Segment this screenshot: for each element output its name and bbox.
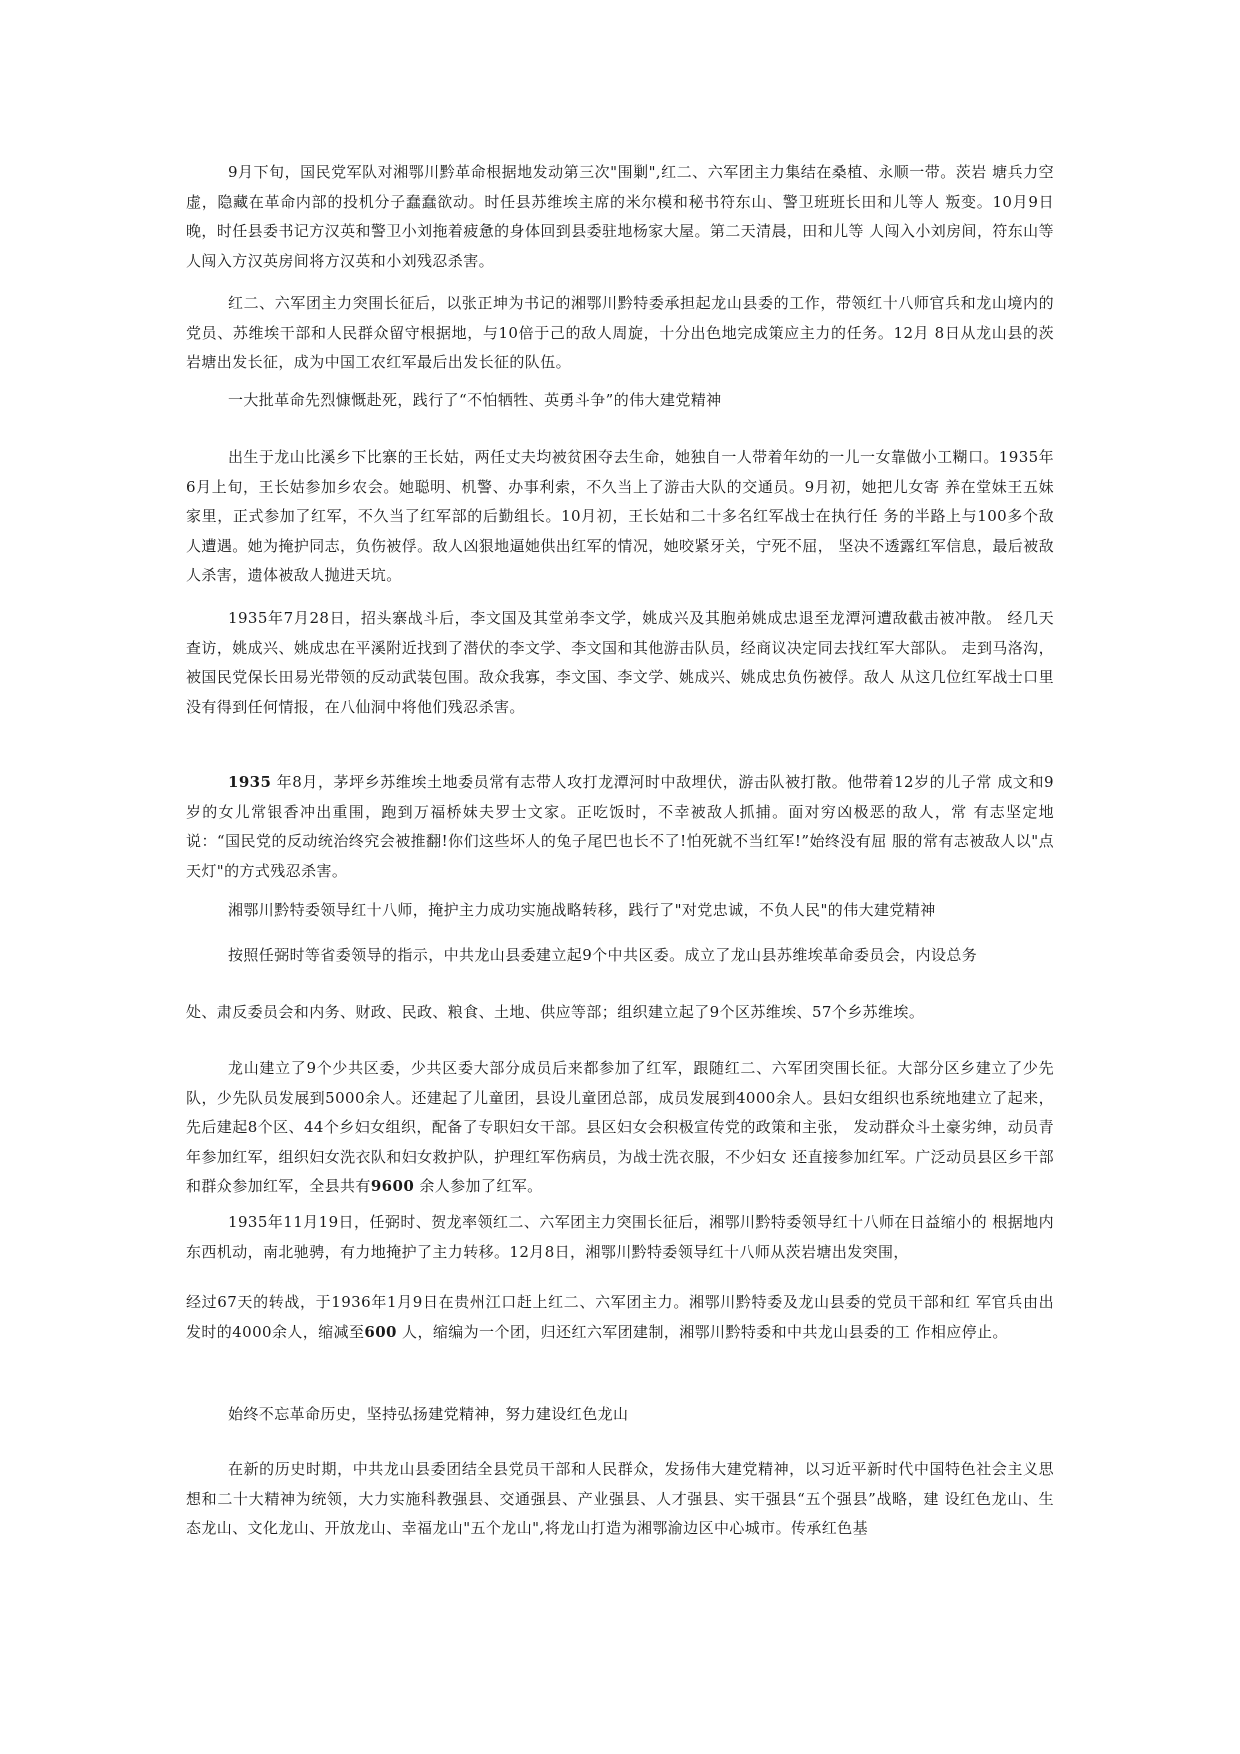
paragraph-long-march-departure: 红二、六军团主力突围长征后，以张正坤为书记的湘鄂川黔特委承担起龙山县委的工作，带领红十八师官兵和龙山境内的党员、苏维埃干部和人民群众留守根据地，与10倍于己的敌人周旋，十分出色地完成策应主力的任务。12月 8日从龙山县的茨岩塘出发长征，成为中国工农红军最后出发长征的队伍。 (186, 294, 1054, 371)
paragraph-youth-organizations (186, 1054, 1054, 1202)
paragraph-li-wenguo: 1935年7月28日，招头寨战斗后，李文国及其堂弟李文学，姚成兴及其胞弟姚成忠退至龙潭河遭敌截击被冲散。 经几天查访，姚成兴、姚成忠在平溪附近找到了潜伏的李文学、李文国和其他游击队员，经商议决定同去找红军大部队。 走到马洛沟，被国民党保长田易光带领的反动武装包围。敌众我寡，李文国、李文学、姚成兴、姚成忠负伤被俘。敌人 从这几位红军战士口里没有得到任何情报，在八仙洞中将他们残忍杀害。 (186, 609, 1054, 716)
section-heading-martyrs: 一大批革命先烈慷慨赴死，践行了“不怕牺牲、英勇斗争”的伟大建党精神 (228, 391, 722, 409)
number-600-bold: 600 (364, 1322, 397, 1341)
paragraph-new-era: 在新的历史时期，中共龙山县委团结全县党员干部和人民群众，发扬伟大建党精神，以习近平新时代中国特色社会主义思想和二十大精神为统领，大力实施科教强县、交通强县、产业强县、人才强县、实干强县“五个强县”战略，建 设红色龙山、生态龙山、文化龙山、开放龙山、幸福龙山"五个龙山",将龙山打造为湘鄂渝边区中心城市。传承红色基 (186, 1460, 1054, 1537)
paragraph-rejoin-main-force (186, 1288, 1054, 1347)
paragraph-third-encirclement: 9月下旬，国民党军队对湘鄂川黔革命根据地发动第三次"围剿",红二、六军团主力集结在桑植、永顺一带。茨岩 塘兵力空虚，隐藏在革命内部的投机分子蠢蠢欲动。时任县苏维埃主席的米尔模和秘书符东山、警卫班班长田和儿等人 叛变。10月9日晚，时任县委书记方汉英和警卫小刘拖着疲惫的身体回到县委驻地杨家大屋。第二天清晨，田和儿等 人闯入小刘房间，符东山等人闯入方汉英房间将方汉英和小刘残忍杀害。 (186, 163, 1054, 270)
paragraph-rejoin-main-force-text: 经过67天的转战，于1936年1月9日在贵州江口赶上红二、六军团主力。湘鄂川黔特委及龙山县委的党员干部和红 军官兵由出发时的4000余人，缩减至 (186, 1293, 1054, 1341)
paragraph-rejoin-main-force-tail: 人，缩编为一个团，归还红六军团建制，湘鄂川黔特委和中共龙山县委的工 作相应停止。 (396, 1322, 1008, 1341)
number-9600-bold: 9600 (370, 1177, 415, 1195)
paragraph-district-committees-line2: 处、肃反委员会和内务、财政、民政、粮食、土地、供应等部；组织建立起了9个区苏维埃、57个乡苏维埃。 (186, 1003, 925, 1021)
paragraph-district-committees-line1: 按照任弼时等省委领导的指示，中共龙山县委建立起9个中共区委。成立了龙山县苏维埃革命委员会，内设总务 (228, 946, 978, 964)
paragraph-chang-youzhi-text: 年8月，茅坪乡苏维埃土地委员常有志带人攻打龙潭河时中敌埋伏，游击队被打散。他带着12岁的儿子常 成文和9岁的女儿常银香冲出重围，跑到万福桥妹夫罗士文家。正吃饭时，不幸被敌人抓捕。面对穷凶极恶的敌人，常 有志坚定地说：“国民党的反动统治终究会被推翻!你们这些坏人的兔子尾巴也长不了!怕死就不当红军!”始终没有屈 服的常有志被敌人以"点天灯"的方式残忍杀害。 (186, 773, 1054, 880)
paragraph-youth-organizations-text: 龙山建立了9个少共区委，少共区委大部分成员后来都参加了红军，跟随红二、六军团突围长征。大部分区乡建立了少先队，少先队员发展到5000余人。还建起了儿童团，县设儿童团总部，成员发展到4000余人。县妇女组织也系统地建立了起来，先后建起8个区、44个乡妇女组织，配备了专职妇女干部。县区妇女会积极宣传党的政策和主张， 发动群众斗土豪劣绅，动员青年参加红军，组织妇女洗衣队和妇女救护队，护理红军伤病员，为战士洗衣服，不少妇女 还直接参加红军。广泛动员县区乡干部和群众参加红军，全县共有 (186, 1059, 1054, 1195)
paragraph-chang-youzhi (186, 768, 1054, 886)
year-1935-bold: 1935 (228, 773, 272, 791)
paragraph-wang-changgu: 出生于龙山比溪乡下比寨的王长姑，两任丈夫均被贫困夺去生命，她独自一人带着年幼的一儿一女靠做小工糊口。1935年6月上旬，王长姑参加乡农会。她聪明、机警、办事利索，不久当上了游击大队的交通员。9月初，她把儿女寄 养在堂妹王五妹家里，正式参加了红军，不久当了红军部的后勤组长。10月初，王长姑和二十多名红军战士在执行任 务的半路上与100多个敌人遭遇。她为掩护同志，负伤被俘。敌人凶狠地逼她供出红军的情况，她咬紧牙关，宁死不屈， 坚决不透露红军信息，最后被敌人杀害，遗体被敌人抛进天坑。 (186, 448, 1054, 584)
paragraph-youth-organizations-tail: 余人参加了红军。 (414, 1177, 543, 1195)
section-heading-red-longshan: 始终不忘革命历史，坚持弘扬建党精神，努力建设红色龙山 (228, 1405, 629, 1423)
paragraph-red-18th-division: 1935年11月19日，任弼时、贺龙率领红二、六军团主力突围长征后，湘鄂川黔特委领导红十八师在日益缩小的 根据地内东西机动，南北驰骋，有力地掩护了主力转移。12月8日，湘鄂川黔特委领导红十八师从茨岩塘出发突围， (186, 1213, 1054, 1261)
section-heading-special-committee: 湘鄂川黔特委领导红十八师，掩护主力成功实施战略转移，践行了"对党忠诚，不负人民"的伟大建党精神 (228, 901, 936, 919)
